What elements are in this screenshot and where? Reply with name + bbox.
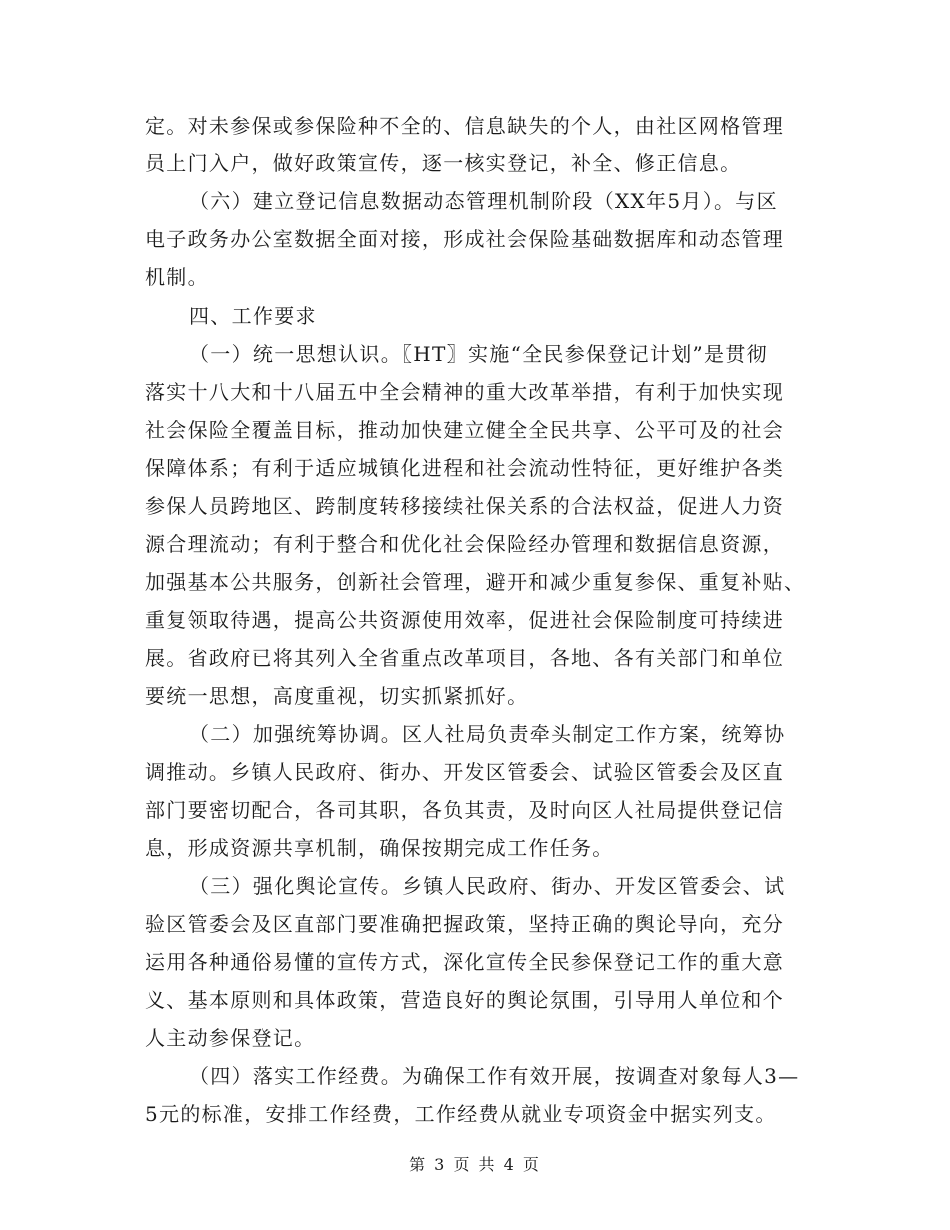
text-line: 息，形成资源共享机制，确保按期完成工作任务。 [145,836,614,860]
paragraph-4-start: （四）落实工作经费。为确保工作有效开展，按调查对象每人3— [189,1064,800,1088]
page-number-footer: 第 3 页 共 4 页 [409,1155,541,1174]
text-line: 验区管委会及区直部门要准确把握政策，坚持正确的舆论导向，充分 [145,912,784,936]
text-line: 落实十八大和十八届五中全会精神的重大改革举措，有利于加快实现 [145,380,784,404]
text-line: 加强基本公共服务，创新社会管理，避开和减少重复参保、重复补贴、 [145,570,806,594]
text-line: 机制。 [145,265,209,289]
text-line: 人主动参保登记。 [145,1026,316,1050]
text-line: 电子政务办公室数据全面对接，形成社会保险基础数据库和动态管理 [145,227,784,251]
text-line: 保障体系；有利于适应城镇化进程和社会流动性特征，更好维护各类 [145,456,784,480]
paragraph-3-start: （三）强化舆论宣传。乡镇人民政府、街办、开发区管委会、试 [189,874,786,898]
text-line: 参保人员跨地区、跨制度转移接续社保关系的合法权益，促进人力资 [145,494,784,518]
text-line: 展。省政府已将其列入全省重点改革项目，各地、各有关部门和单位 [145,646,784,670]
section-heading-6: （六）建立登记信息数据动态管理机制阶段（XX年5月）。与区 [189,189,778,213]
text-line: 重复领取待遇，提高公共资源使用效率，促进社会保险制度可持续进 [145,608,784,632]
text-line: 员上门入户，做好政策宣传，逐一核实登记，补全、修正信息。 [145,151,742,175]
text-line: 义、基本原则和具体政策，营造良好的舆论氛围，引导用人单位和个 [145,988,784,1012]
text-line: 运用各种通俗易懂的宣传方式，深化宣传全民参保登记工作的重大意 [145,950,784,974]
text-line: 5元的标准，安排工作经费，工作经费从就业专项资金中据实列支。 [145,1102,777,1126]
text-line: 社会保险全覆盖目标，推动加快建立健全全民共享、公平可及的社会 [145,418,784,442]
paragraph-2-start: （二）加强统筹协调。区人社局负责牵头制定工作方案，统筹协 [189,722,786,746]
paragraph-1-start: （一）统一思想认识。〖HT〗实施“全民参保登记计划”是贯彻 [189,342,768,366]
text-line: 要统一思想，高度重视，切实抓紧抓好。 [145,684,529,708]
text-line: 源合理流动；有利于整合和优化社会保险经办管理和数据信息资源， [145,532,784,556]
text-line: 部门要密切配合，各司其职，各负其责，及时向区人社局提供登记信 [145,798,784,822]
text-line: 调推动。乡镇人民政府、街办、开发区管委会、试验区管委会及区直 [145,760,784,784]
section-heading-requirements: 四、工作要求 [189,304,317,328]
text-line: 定。对未参保或参保险种不全的、信息缺失的个人，由社区网格管理 [145,114,784,138]
